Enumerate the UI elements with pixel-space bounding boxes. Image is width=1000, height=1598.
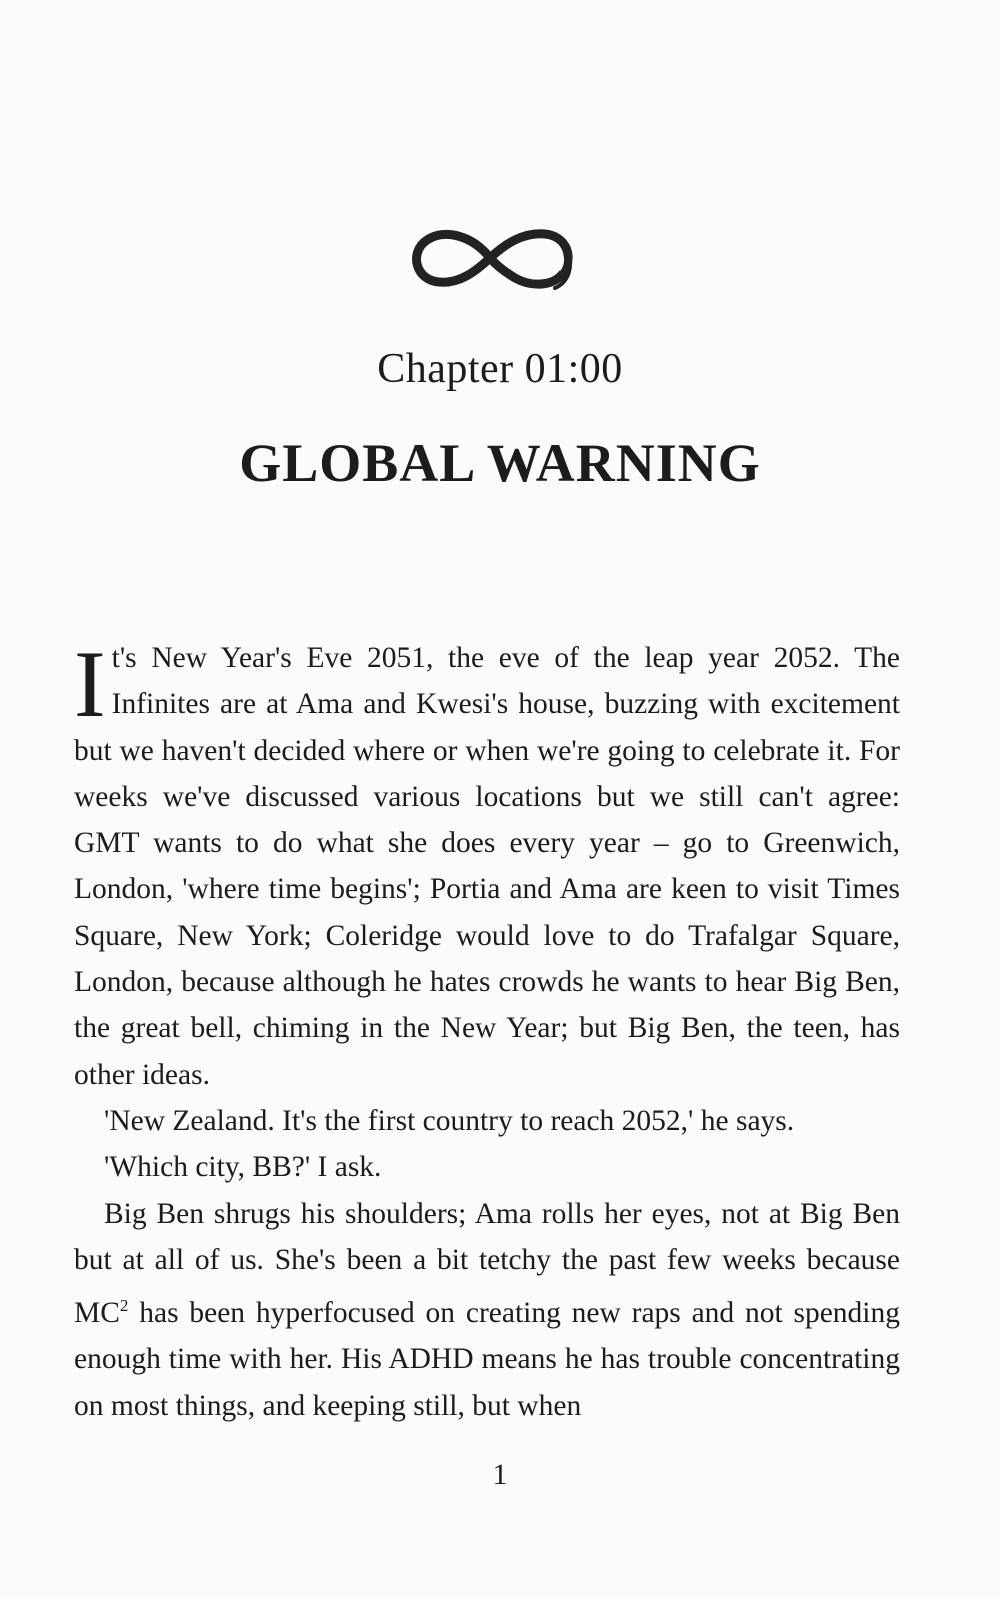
paragraph-text: 'New Zealand. It's the first country to reach 2052,' he says.	[104, 1104, 795, 1137]
paragraph-text: Big Ben shrugs his shoulders; Ama rolls her eyes, not at Big Ben but at all of us. She's been a bit tetchy the past few weeks because MC	[74, 1197, 900, 1329]
paragraph	[74, 1098, 900, 1144]
chapter-title: GLOBAL WARNING	[239, 433, 761, 493]
paragraph	[74, 631, 900, 1098]
paragraph-text: t's New Year's Eve 2051, the eve of the leap year 2052. The Infinites are at Ama and Kwesi's house, buzzing with excitement but we haven't decided where or when we're going to celebrate it. For weeks we've discussed various locations but we still can't agree: GMT wants to do what she does every year – go to Greenwich, London, 'where time begins'; Portia and Ama are keen to visit Times Square, New York; Coleridge would love to do Trafalgar Square, London, because although he hates crowds he wants to hear Big Ben, the great bell, chiming in the New Year; but Big Ben, the teen, has other ideas.	[74, 642, 900, 1091]
chapter-number: Chapter 01:00	[377, 346, 623, 392]
superscript: 2	[119, 1296, 129, 1316]
page-number: 1	[492, 1458, 508, 1491]
drop-cap: I	[74, 631, 106, 737]
paragraph-text: 'Which city, BB?' I ask.	[104, 1151, 382, 1184]
paragraph-text: has been hyperfocused on creating new raps and not spending enough time with her. His ADHD means he has trouble concentrating on most things, and keeping still, but when	[74, 1296, 900, 1422]
paragraph	[74, 1144, 900, 1190]
paragraph	[74, 1191, 900, 1429]
chapter-body	[74, 631, 900, 1429]
infinity-icon	[405, 222, 575, 294]
